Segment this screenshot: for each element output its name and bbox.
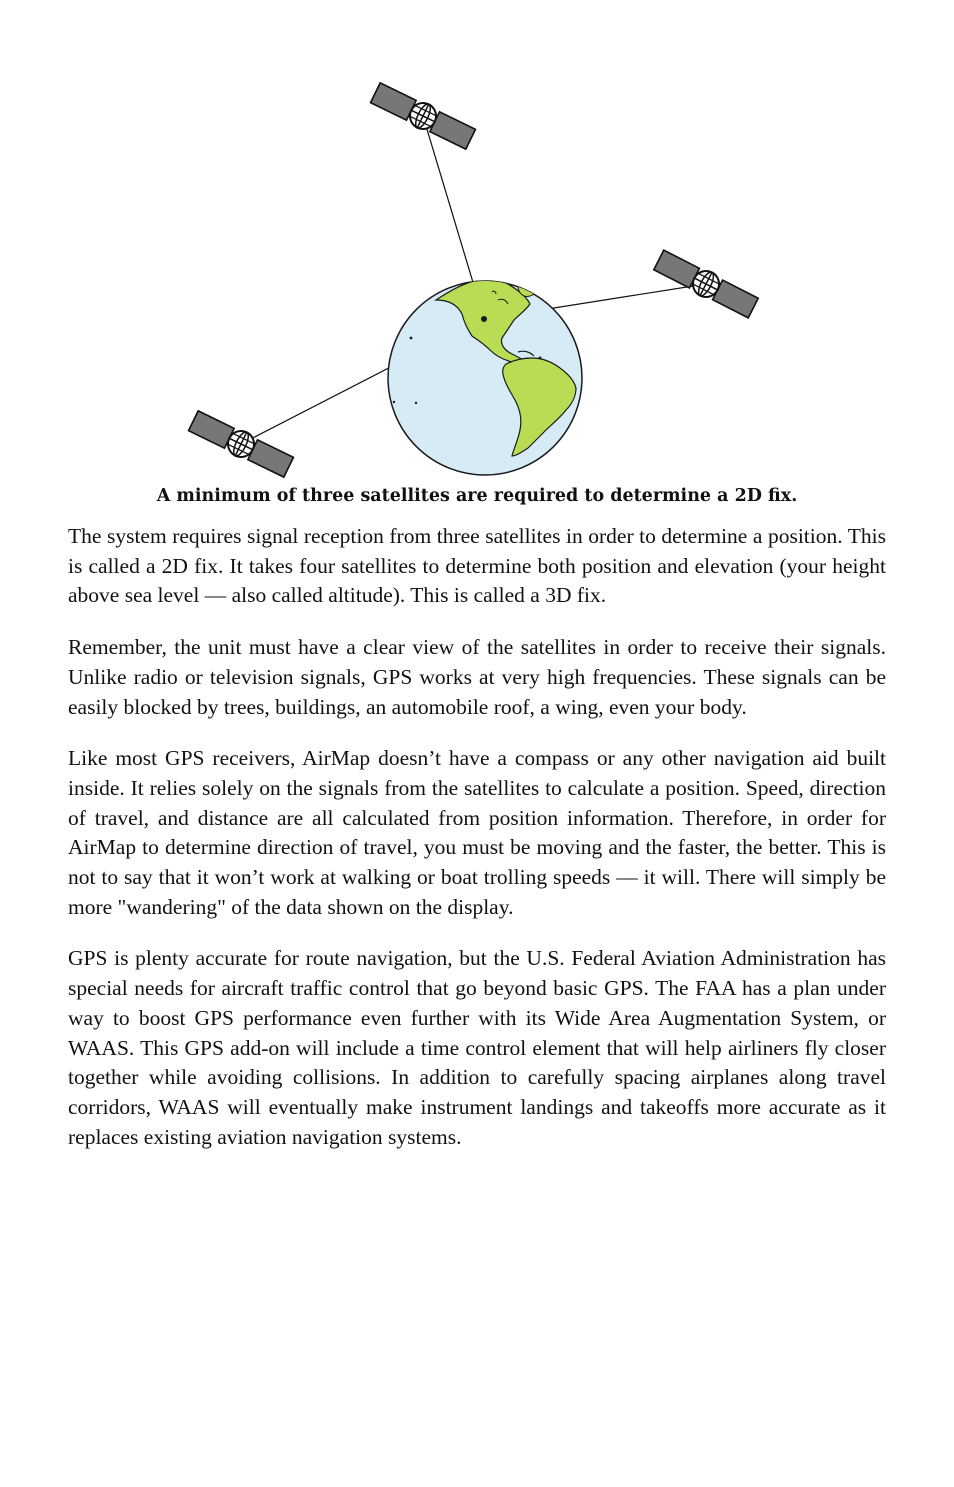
satellite-left	[188, 409, 295, 479]
figure-caption: A minimum of three satellites are required to determine a 2D fix.	[156, 486, 798, 506]
satellite-top	[370, 81, 477, 151]
paragraph-waas: GPS is plenty accurate for route navigation, but the U.S. Federal Aviation Administration has special needs for aircraft traffic control that go beyond basic GPS. The FAA has a plan under way to boost GPS performance even further with its Wide Area Augmentation System, or WAAS. This GPS add-on will include a time control element that will help airliners fly closer together while avoiding collisions. In addition to carefully spacing airplanes along travel corridors, WAAS will eventually make instrument landings and takeoffs more accurate as it replaces existing aviation navigation systems.	[68, 946, 886, 1149]
paragraph-2d-fix: The system requires signal reception from three satellites in order to determine a position. This is called a 2D fix. It takes four satellites to determine both position and elevation (your height above sea level — also called altitude). This is called a 3D fix.	[68, 524, 886, 608]
paragraph-clear-view: Remember, the unit must have a clear view of the satellites in order to receive their signals. Unlike radio or television signals, GPS works at very high frequencies. These signals can be easily blocked by trees, buildings, an automobile roof, a wing, even your body.	[68, 635, 886, 719]
body-text	[68, 522, 886, 1174]
paragraph-no-compass: Like most GPS receivers, AirMap doesn’t have a compass or any other navigation aid built inside. It relies solely on the signals from the satellites to calculate a position. Speed, direction of travel, and distance are all calculated from position information. Therefore, in order for AirMap to determine direction of travel, you must be moving and the faster, the better. This is not to say that it won’t work at walking or boat trolling speeds — it will. There will simply be more "wandering" of the data shown on the display.	[68, 746, 886, 919]
gps-satellite-figure	[0, 0, 954, 480]
satellite-diagram	[0, 0, 954, 480]
earth-globe	[388, 279, 582, 475]
receiver-position-dot	[481, 316, 487, 322]
satellite-right	[653, 248, 759, 319]
